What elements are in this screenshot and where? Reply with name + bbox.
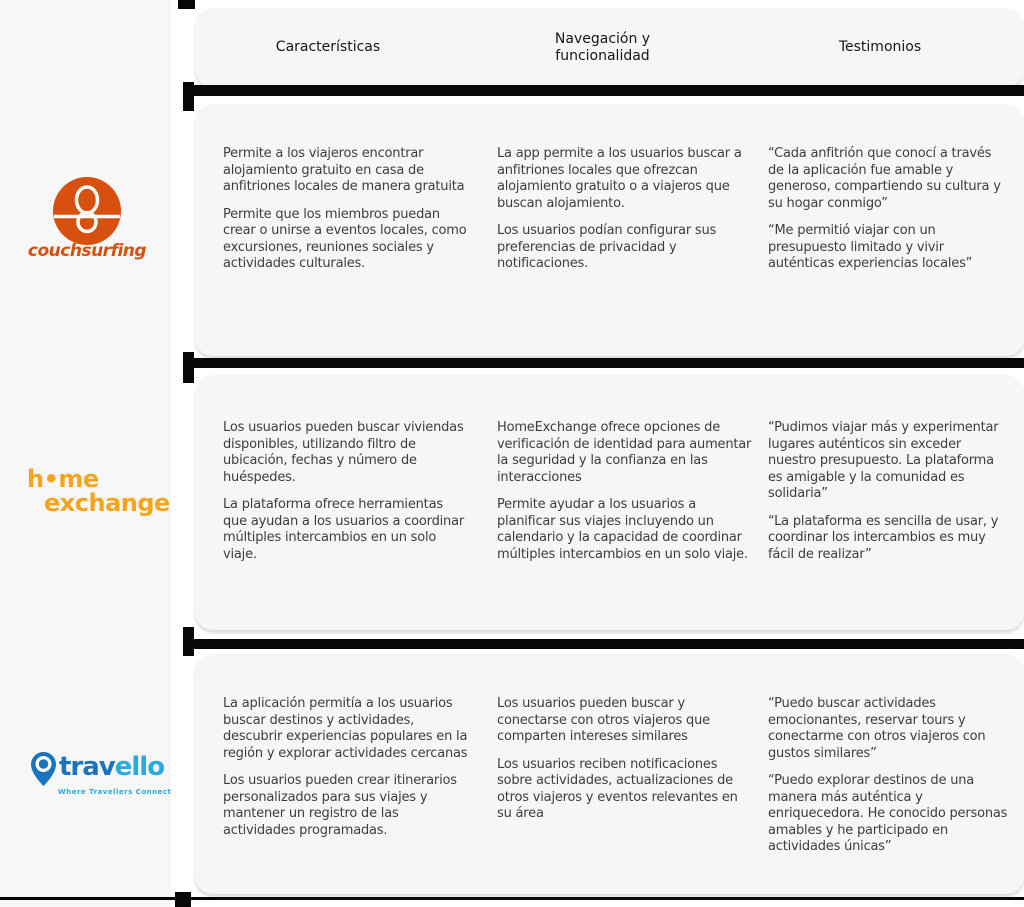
paragraph: La app permite a los usuarios buscar a anfitriones locales que ofrezcan alojamiento gratuito o a viajeros que buscan alojamiento. xyxy=(497,146,742,211)
quote: “Pudimos viajar más y experimentar lugares auténticos sin exceder nuestro presupuesto. La plataforma es amigable y la comunidad es solidaria” xyxy=(768,420,999,501)
travello-wordmark xyxy=(59,753,164,781)
travello-pin-icon xyxy=(30,751,57,787)
row-divider-cap-1 xyxy=(183,82,194,111)
table-header-row xyxy=(195,8,1024,87)
cell-couchsurfing-features xyxy=(223,146,468,284)
row-divider-cap-2 xyxy=(183,352,194,383)
travello-tagline: Where Travellers Connect xyxy=(58,788,172,796)
homeexchange-wordmark-bottom: exchange xyxy=(44,489,170,517)
homeexchange-wordmark-top: h•me xyxy=(27,465,99,493)
cell-travello-navigation xyxy=(497,696,753,834)
row-divider-line-2 xyxy=(183,358,1024,368)
column-header-caracteristicas: Características xyxy=(275,39,381,55)
cell-couchsurfing-navigation xyxy=(497,146,753,284)
table-border-bottom-cap xyxy=(175,892,191,907)
quote: “Me permitió viajar con un presupuesto limitado y vivir auténticas experiencias locales” xyxy=(768,223,973,271)
cell-travello-features xyxy=(223,696,468,850)
travello-wordmark-dark: trav xyxy=(59,752,115,782)
cell-homeexchange-testimonials xyxy=(768,420,1010,574)
quote: “Cada anfitrión que conocí a través de la aplicación fue amable y generoso, compartiendo su cultura y su hogar conmigo” xyxy=(768,146,1001,211)
couchsurfing-wordmark: couchsurfing xyxy=(27,241,147,261)
cell-couchsurfing-testimonials xyxy=(768,146,1010,284)
quote: “Puedo buscar actividades emocionantes, reservar tours y conectarme con otros viajeros con gustos similares” xyxy=(768,696,986,761)
paragraph: Permite a los viajeros encontrar alojamiento gratuito en casa de anfitriones locales de manera gratuita xyxy=(223,146,465,194)
quote: “La plataforma es sencilla de usar, y coordinar los intercambios es muy fácil de realizar” xyxy=(768,513,999,562)
paragraph: Los usuarios pueden buscar viviendas disponibles, utilizando filtro de ubicación, fechas y número de huéspedes. xyxy=(223,420,464,485)
paragraph: Permite que los miembros puedan crear o unirse a eventos locales, como excursiones, reuniones sociales y actividades culturales. xyxy=(223,206,467,271)
cell-travello-testimonials xyxy=(768,696,1010,867)
paragraph: La plataforma ofrece herramientas que ayudan a los usuarios a coordinar múltiples intercambios en un solo viaje. xyxy=(223,497,464,562)
row-divider-cap-3 xyxy=(183,627,194,656)
paragraph: La aplicación permitía a los usuarios buscar destinos y actividades, descubrir experiencias populares en la región y explorar actividades cercanas xyxy=(223,696,468,761)
travello-wordmark-light: ello xyxy=(114,752,165,782)
homeexchange-logo xyxy=(27,467,170,515)
couchsurfing-icon xyxy=(52,176,122,246)
paragraph: Los usuarios pueden crear itinerarios personalizados para sus viajes y mantener un registro de las actividades programadas. xyxy=(223,773,457,838)
paragraph: Los usuarios podían configurar sus preferencias de privacidad y notificaciones. xyxy=(497,223,717,271)
column-header-navegacion-funcionalidad: Navegación y funcionalidad xyxy=(554,30,651,64)
paragraph: Los usuarios pueden buscar y conectarse con otros viajeros que comparten intereses similares xyxy=(497,696,710,744)
paragraph: Permite ayudar a los usuarios a planificar sus viajes incluyendo un calendario y la capacidad de coordinar múltiples intercambios en un solo viaje. xyxy=(497,497,748,562)
row-divider-line-3 xyxy=(183,639,1024,649)
cell-homeexchange-navigation xyxy=(497,420,753,574)
row-divider-line-1 xyxy=(183,85,1024,96)
quote: “Puedo explorar destinos de una manera más auténtica y enriquecedora. He conocido personas amables y he participado en actividades únicas” xyxy=(768,773,1008,854)
table-border-top-cap xyxy=(178,0,195,9)
cell-homeexchange-features xyxy=(223,420,468,574)
paragraph: HomeExchange ofrece opciones de verificación de identidad para aumentar la seguridad y la confianza en las interacciones xyxy=(497,420,752,485)
table-border-bottom-line xyxy=(0,897,1024,900)
paragraph: Los usuarios reciben notificaciones sobre actividades, actualizaciones de otros viajeros y eventos relevantes en su área xyxy=(497,756,738,821)
column-header-testimonios: Testimonios xyxy=(838,39,922,55)
